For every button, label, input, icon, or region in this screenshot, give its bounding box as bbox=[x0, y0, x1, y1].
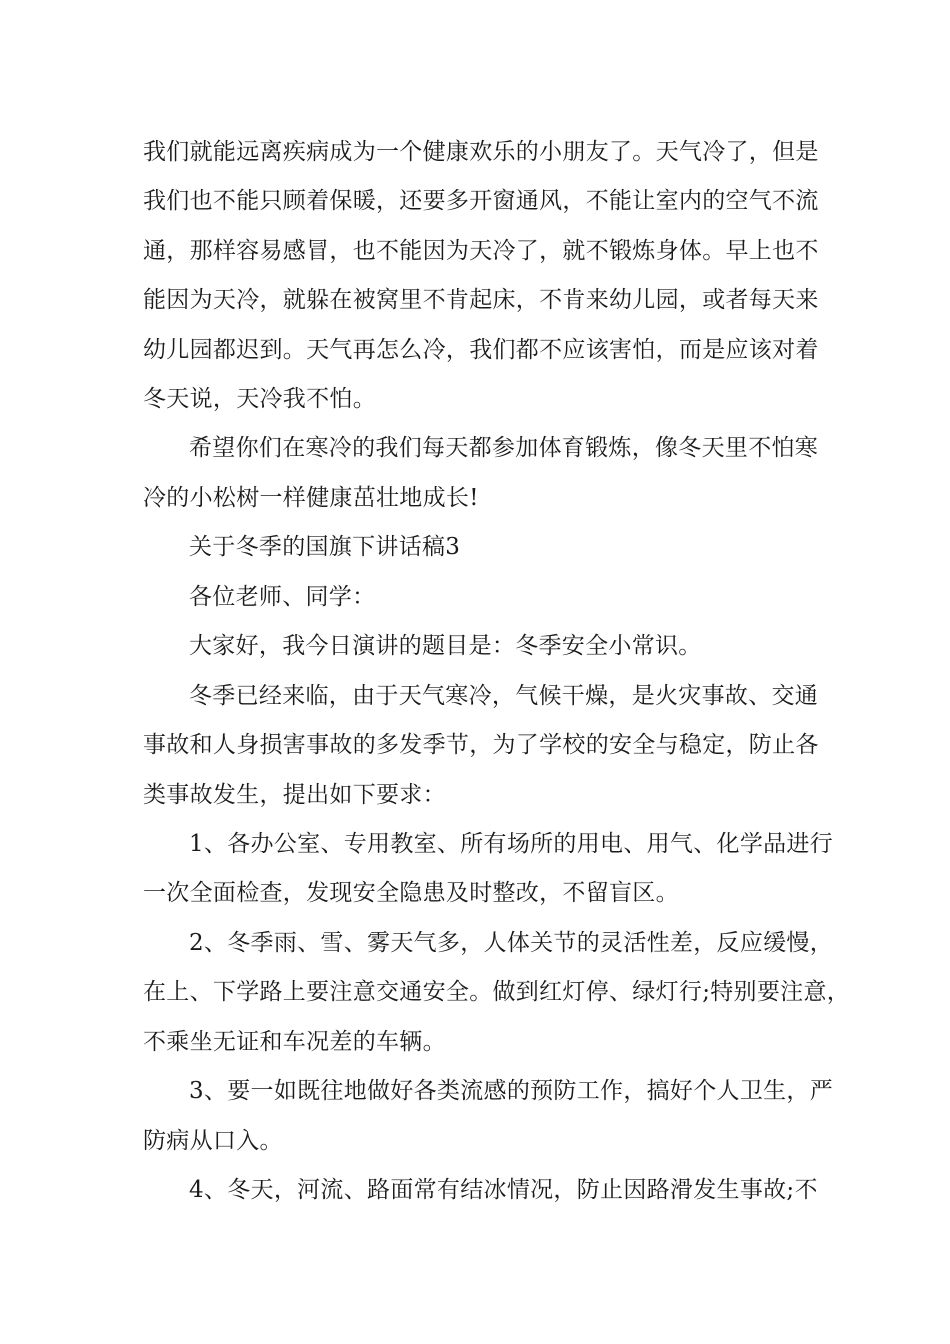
text-line-1: 我们就能远离疾病成为一个健康欢乐的小朋友了。天气冷了，但是 bbox=[143, 139, 819, 165]
text-line-11: 大家好，我今日演讲的题目是：冬季安全小常识。 bbox=[189, 633, 702, 659]
list-item-2-line-3: 不乘坐无证和车况差的车辆。 bbox=[143, 1029, 446, 1055]
text-line-4: 能因为天冷，就躲在被窝里不肯起床，不肯来幼儿园，或者每天来 bbox=[143, 287, 819, 313]
text-line-3: 通，那样容易感冒，也不能因为天冷了，就不锻炼身体。早上也不 bbox=[143, 238, 819, 264]
salutation: 各位老师、同学： bbox=[189, 584, 376, 610]
list-item-3-line-2: 防病从口入。 bbox=[143, 1128, 283, 1154]
list-item-2-line-1: 2、冬季雨、雪、雾天气多，人体关节的灵活性差，反应缓慢， bbox=[189, 930, 834, 956]
text-line-5: 幼儿园都迟到。天气再怎么冷，我们都不应该害怕，而是应该对着 bbox=[143, 337, 819, 363]
section-heading: 关于冬季的国旗下讲话稿3 bbox=[189, 534, 461, 560]
list-item-1-line-1: 1、各办公室、专用教室、所有场所的用电、用气、化学品进行 bbox=[189, 831, 834, 857]
text-line-14: 类事故发生，提出如下要求： bbox=[143, 782, 446, 808]
text-line-8: 冷的小松树一样健康茁壮地成长! bbox=[143, 485, 479, 511]
list-item-4-line-1: 4、冬天，河流、路面常有结冰情况，防止因路滑发生事故;不 bbox=[189, 1177, 818, 1203]
list-item-2-line-2: 在上、下学路上要注意交通安全。做到红灯停、绿灯行;特别要注意， bbox=[143, 979, 851, 1005]
text-line-6: 冬天说，天冷我不怕。 bbox=[143, 386, 376, 412]
text-line-12: 冬季已经来临，由于天气寒冷，气候干燥，是火灾事故、交通 bbox=[189, 683, 819, 709]
text-line-13: 事故和人身损害事故的多发季节，为了学校的安全与稳定，防止各 bbox=[143, 732, 819, 758]
text-line-2: 我们也不能只顾着保暖，还要多开窗通风，不能让室内的空气不流 bbox=[143, 188, 819, 214]
list-item-1-line-2: 一次全面检查，发现安全隐患及时整改，不留盲区。 bbox=[143, 880, 679, 906]
text-line-7: 希望你们在寒冷的我们每天都参加体育锻炼，像冬天里不怕寒 bbox=[189, 435, 819, 461]
list-item-3-line-1: 3、要一如既往地做好各类流感的预防工作，搞好个人卫生，严 bbox=[189, 1078, 834, 1104]
